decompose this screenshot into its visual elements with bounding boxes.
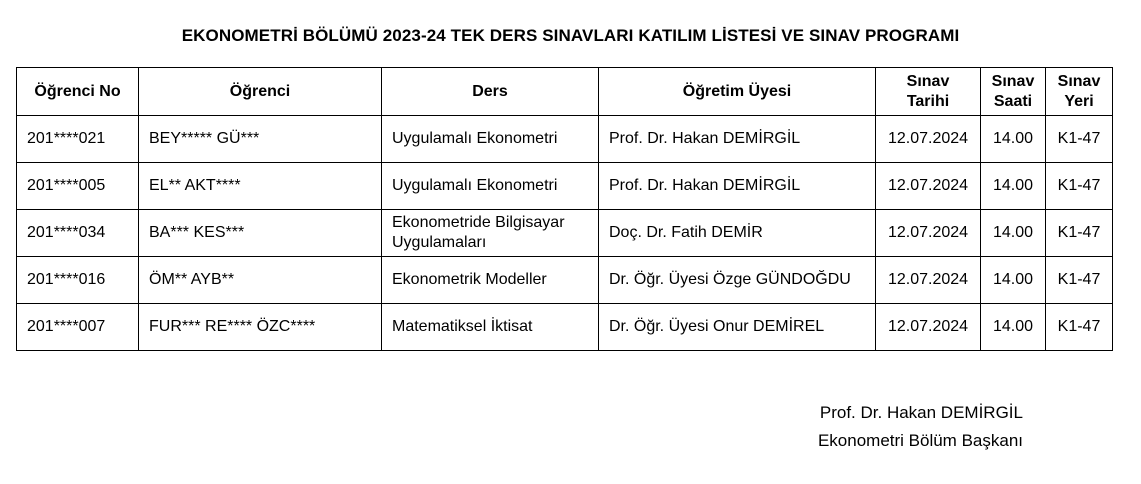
cell-student-no: 201****016 <box>17 257 139 304</box>
cell-place: K1-47 <box>1046 210 1113 257</box>
cell-course: Ekonometrik Modeller <box>382 257 599 304</box>
header-exam-date <box>876 68 981 116</box>
header-exam-place-line2: Yeri <box>1064 92 1094 110</box>
cell-course: Uygulamalı Ekonometri <box>382 163 599 210</box>
header-exam-date-line1: Sınav <box>906 72 950 90</box>
cell-date: 12.07.2024 <box>876 163 981 210</box>
header-exam-place-line1: Sınav <box>1057 72 1101 90</box>
cell-date: 12.07.2024 <box>876 257 981 304</box>
cell-place: K1-47 <box>1046 163 1113 210</box>
cell-student-no: 201****021 <box>17 116 139 163</box>
cell-instructor: Prof. Dr. Hakan DEMİRGİL <box>599 163 876 210</box>
cell-time: 14.00 <box>981 163 1046 210</box>
table-row <box>17 210 1113 257</box>
table-header-row <box>17 68 1113 116</box>
cell-place: K1-47 <box>1046 257 1113 304</box>
cell-time: 14.00 <box>981 210 1046 257</box>
signature-name: Prof. Dr. Hakan DEMİRGİL <box>819 403 1023 422</box>
cell-instructor: Dr. Öğr. Üyesi Özge GÜNDOĞDU <box>599 257 876 304</box>
cell-time: 14.00 <box>981 116 1046 163</box>
header-exam-place <box>1046 68 1113 116</box>
table-row <box>17 163 1113 210</box>
cell-instructor: Prof. Dr. Hakan DEMİRGİL <box>599 116 876 163</box>
cell-student: EL** AKT**** <box>139 163 382 210</box>
cell-student: BEY***** GÜ*** <box>139 116 382 163</box>
header-exam-date-line2: Tarihi <box>906 92 950 110</box>
cell-student: ÖM** AYB** <box>139 257 382 304</box>
table-row <box>17 257 1113 304</box>
header-student: Öğrenci <box>139 68 382 116</box>
cell-date: 12.07.2024 <box>876 304 981 351</box>
cell-student: BA*** KES*** <box>139 210 382 257</box>
document-title: EKONOMETRİ BÖLÜMÜ 2023-24 TEK DERS SINAVLARI KATILIM LİSTESİ VE SINAV PROGRAMI <box>181 26 960 45</box>
cell-date: 12.07.2024 <box>876 116 981 163</box>
header-exam-time-line2: Saati <box>993 92 1033 110</box>
cell-instructor: Doç. Dr. Fatih DEMİR <box>599 210 876 257</box>
cell-time: 14.00 <box>981 304 1046 351</box>
header-exam-time <box>981 68 1046 116</box>
cell-place: K1-47 <box>1046 116 1113 163</box>
table-row <box>17 304 1113 351</box>
header-instructor: Öğretim Üyesi <box>599 68 876 116</box>
header-student-no: Öğrenci No <box>17 68 139 116</box>
header-course: Ders <box>382 68 599 116</box>
cell-student-no: 201****007 <box>17 304 139 351</box>
header-exam-time-line1: Sınav <box>991 72 1035 90</box>
cell-place: K1-47 <box>1046 304 1113 351</box>
cell-course: Uygulamalı Ekonometri <box>382 116 599 163</box>
cell-time: 14.00 <box>981 257 1046 304</box>
signature-role: Ekonometri Bölüm Başkanı <box>817 431 1023 450</box>
cell-course: Matematiksel İktisat <box>382 304 599 351</box>
cell-student-no: 201****034 <box>17 210 139 257</box>
signature-block <box>818 399 1023 455</box>
cell-course: Ekonometride Bilgisayar Uygulamaları <box>382 210 599 257</box>
cell-student: FUR*** RE**** ÖZC**** <box>139 304 382 351</box>
exam-program-table <box>16 67 1113 351</box>
cell-date: 12.07.2024 <box>876 210 981 257</box>
cell-student-no: 201****005 <box>17 163 139 210</box>
cell-instructor: Dr. Öğr. Üyesi Onur DEMİREL <box>599 304 876 351</box>
table-row <box>17 116 1113 163</box>
